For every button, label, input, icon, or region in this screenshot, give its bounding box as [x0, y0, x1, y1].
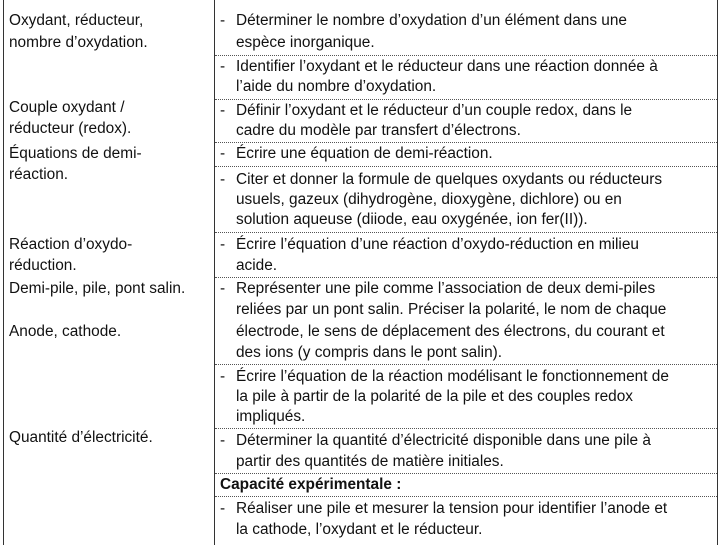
row-separator: [215, 55, 717, 56]
notion-line: réaction.: [9, 166, 69, 183]
notion-line: Anode, cathode.: [9, 323, 122, 340]
capacity-line: Citer et donner la formule de quelques oxydants ou réducteurs: [236, 171, 663, 188]
row-separator: [215, 473, 717, 474]
row-separator: [215, 428, 717, 429]
capacity-line: Réaliser une pile et mesurer la tension pour identifier l’anode et: [236, 500, 668, 517]
experimental-capacity-heading: Capacité expérimentale :: [220, 476, 402, 493]
capacity-line: électrode, le sens de déplacement des électrons, du courant et: [236, 323, 665, 340]
capacity-line: espèce inorganique.: [236, 34, 375, 51]
capacity-line: cadre du modèle par transfert d’électrons.: [236, 122, 521, 139]
list-bullet: -: [220, 171, 226, 188]
list-bullet: -: [220, 102, 226, 119]
list-bullet: -: [220, 236, 226, 253]
notion-line: nombre d’oxydation.: [9, 34, 148, 51]
column-divider: [214, 0, 215, 545]
list-bullet: -: [220, 432, 226, 449]
notion-line: Demi-pile, pile, pont salin.: [9, 280, 186, 297]
row-separator: [215, 277, 717, 278]
list-bullet: -: [220, 500, 226, 517]
capacity-line: usuels, gazeux (dihydrogène, dioxygène, dichlore) ou en: [236, 191, 622, 208]
notion-line: réduction.: [9, 257, 77, 274]
capacity-line: reliées par un pont salin. Préciser la polarité, le nom de chaque: [236, 301, 667, 318]
list-bullet: -: [220, 368, 226, 385]
list-bullet: -: [220, 280, 226, 297]
capacity-line: Écrire l’équation de la réaction modélisant le fonctionnement de: [236, 368, 669, 385]
capacity-line: Identifier l’oxydant et le réducteur dans une réaction donnée à: [236, 58, 658, 75]
row-separator: [215, 142, 717, 143]
row-separator: [215, 496, 717, 497]
row-separator: [215, 166, 717, 167]
capacity-line: solution aqueuse (diiode, eau oxygénée, ion fer(II)).: [236, 211, 588, 228]
notion-line: Équations de demi-: [9, 145, 142, 162]
capacity-line: Représenter une pile comme l’association de deux demi-piles: [236, 280, 656, 297]
capacity-line: Déterminer la quantité d’électricité disponible dans une pile à: [236, 432, 651, 449]
content-table: [3, 0, 718, 545]
list-bullet: -: [220, 58, 226, 75]
capacity-line: acide.: [236, 257, 278, 274]
capacity-line: la pile à partir de la polarité de la pile et des couples redox: [236, 388, 633, 405]
capacity-line: des ions (y compris dans le pont salin).: [236, 344, 503, 361]
capacity-line: Écrire l’équation d’une réaction d’oxydo-réduction en milieu: [236, 236, 639, 253]
notion-line: Oxydant, réducteur,: [9, 12, 144, 29]
list-bullet: -: [220, 12, 226, 29]
capacity-line: impliqués.: [236, 408, 306, 425]
capacity-line: l’aide du nombre d’oxydation.: [236, 78, 437, 95]
capacity-line: Définir l’oxydant et le réducteur d’un couple redox, dans le: [236, 102, 633, 119]
row-separator: [215, 232, 717, 233]
row-separator: [215, 364, 717, 365]
capacity-line: la cathode, l’oxydant et le réducteur.: [236, 521, 483, 538]
capacity-line: partir des quantités de matière initiales.: [236, 453, 504, 470]
list-bullet: -: [220, 145, 226, 162]
notion-line: Couple oxydant /: [9, 99, 125, 116]
notion-line: Quantité d’électricité.: [9, 429, 153, 446]
capacity-line: Écrire une équation de demi-réaction.: [236, 145, 493, 162]
capacity-line: Déterminer le nombre d’oxydation d’un élément dans une: [236, 12, 627, 29]
row-separator: [215, 99, 717, 100]
notion-line: réducteur (redox).: [9, 120, 132, 137]
notion-line: Réaction d’oxydo-: [9, 236, 133, 253]
